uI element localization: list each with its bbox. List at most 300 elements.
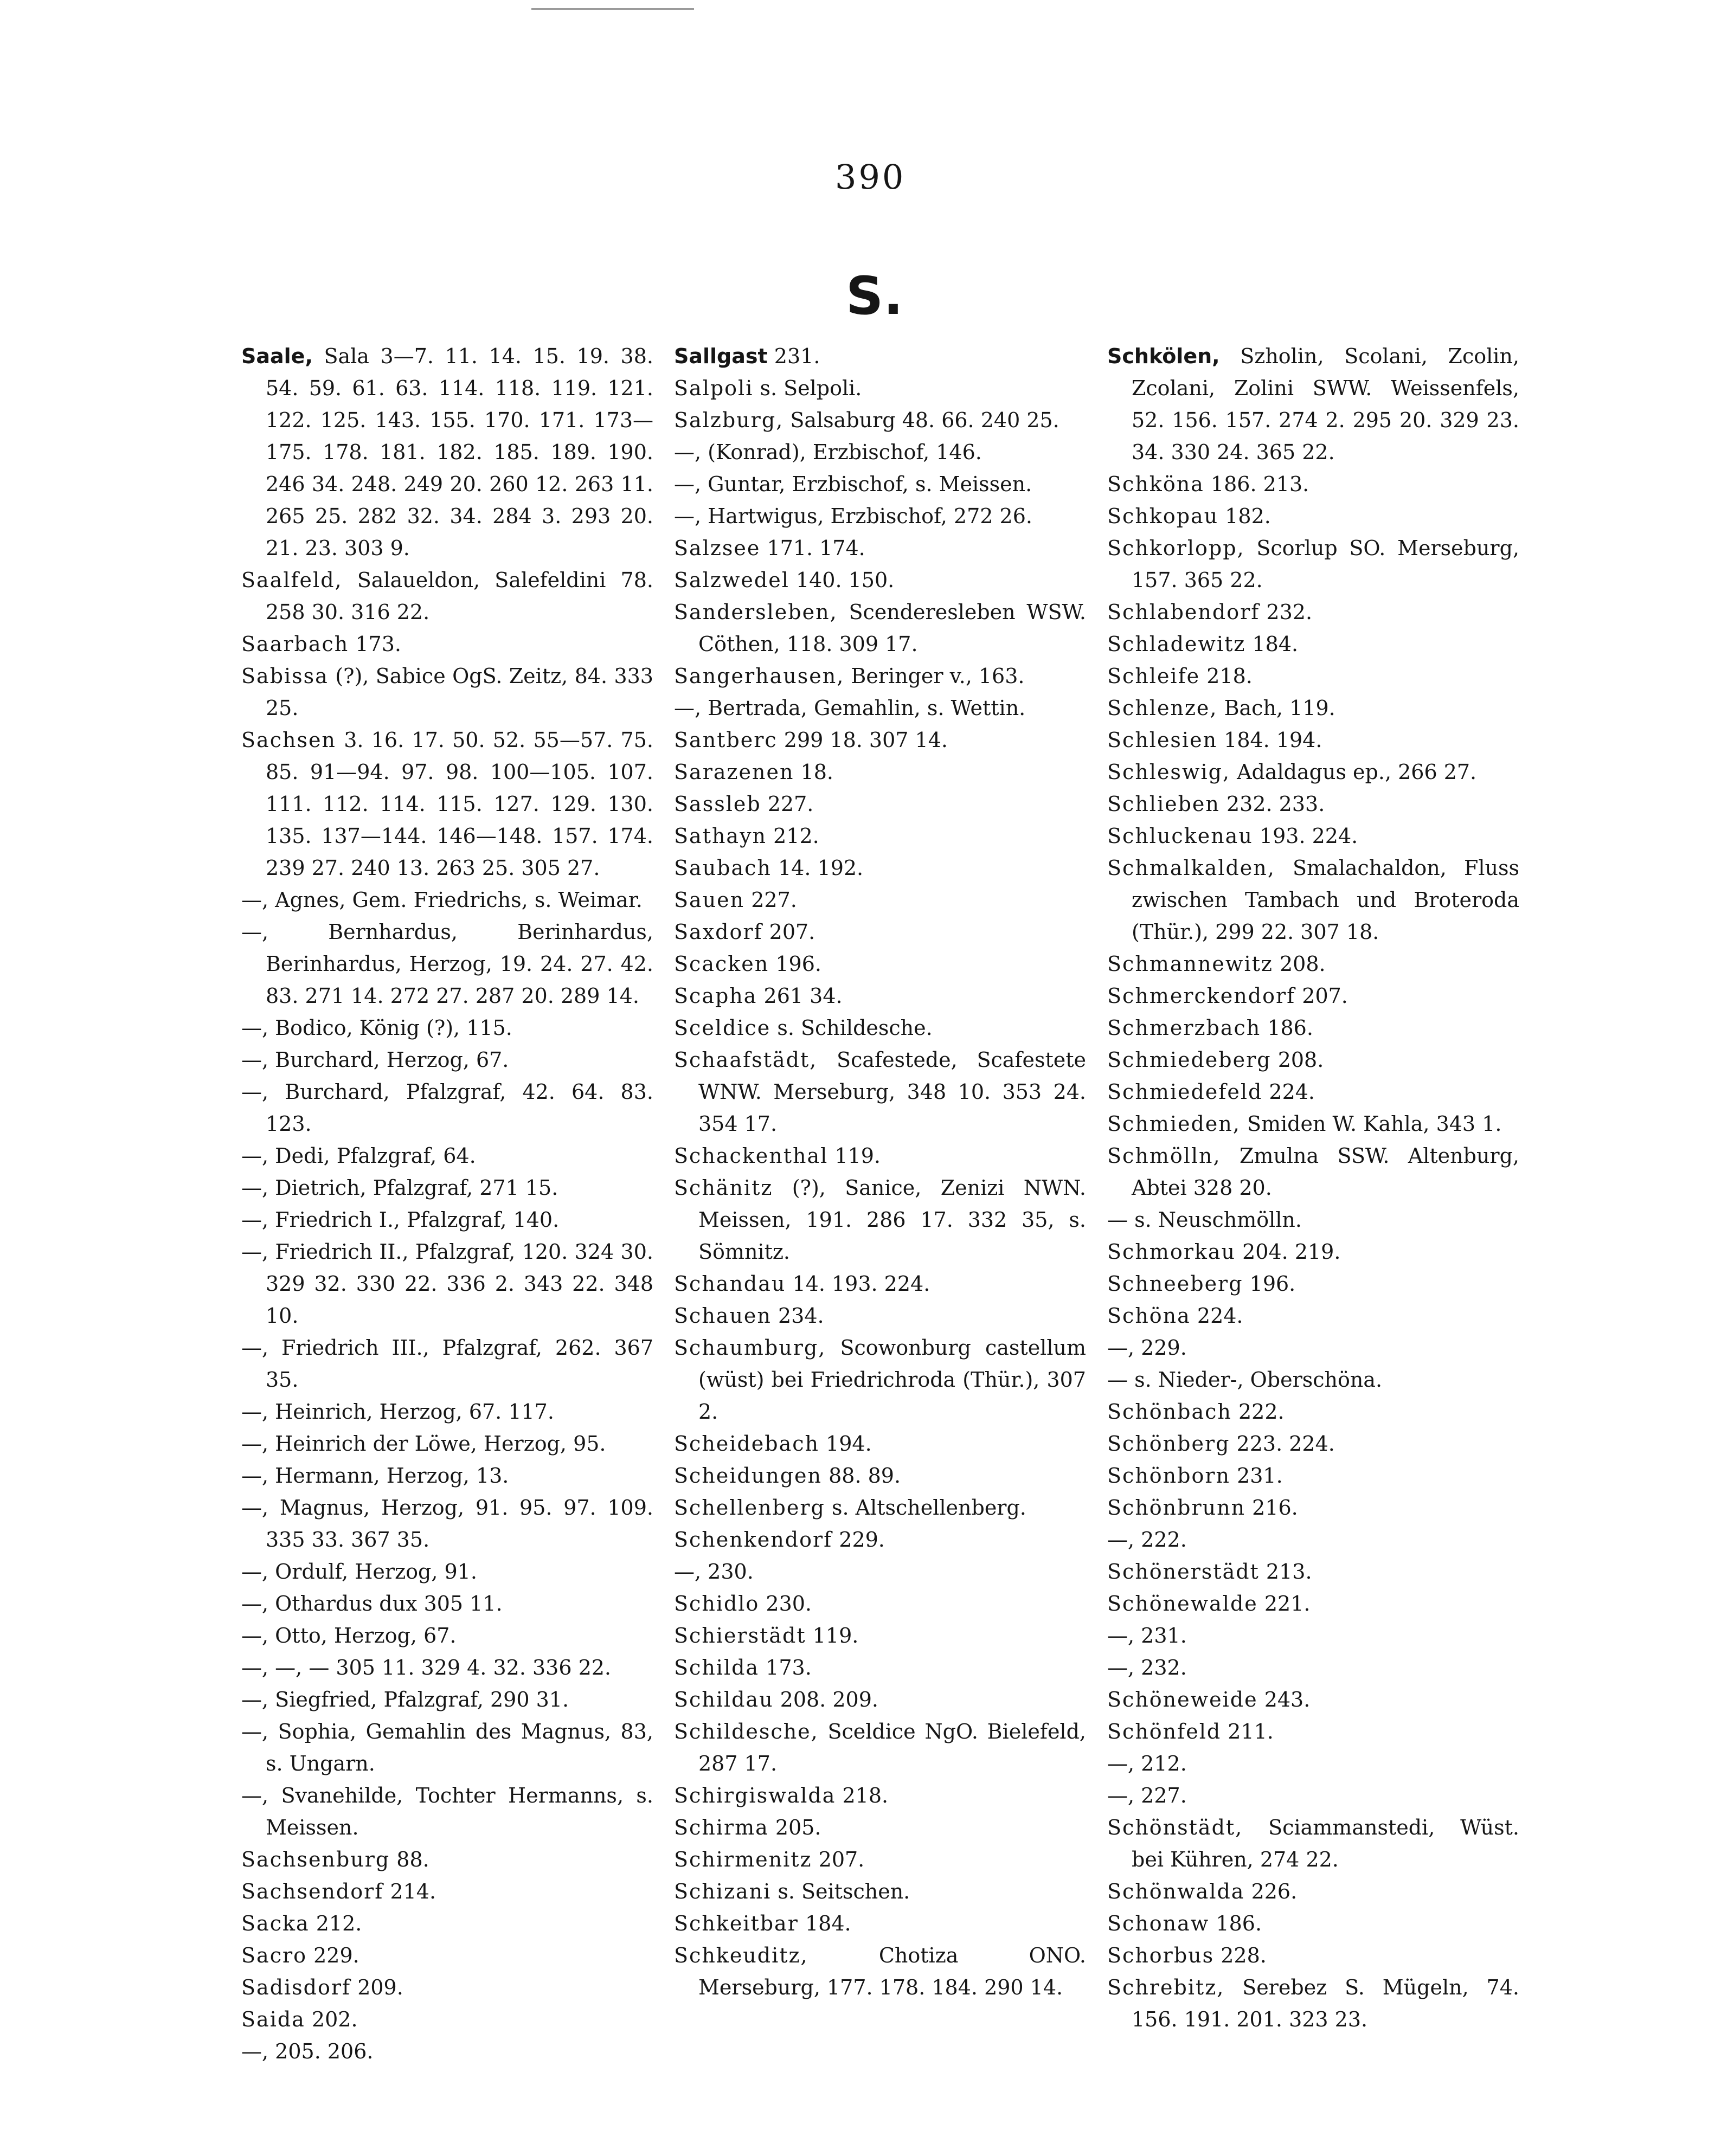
- entry-headword: Schandau: [674, 1272, 786, 1296]
- index-entry: [1107, 948, 1519, 980]
- index-entry: [241, 1332, 653, 1396]
- entry-references: —, Bernhardus, Berinhardus, Berinhardus, Herzog, 19. 24. 27. 42. 83. 271 14. 272 27. 287 20. 289 14.: [241, 920, 653, 1008]
- entry-references: Adaldagus ep., 266 27.: [1237, 760, 1477, 784]
- index-entry: [674, 1492, 1086, 1524]
- entry-references: 186. 213.: [1210, 472, 1309, 496]
- entry-references: 211.: [1228, 1720, 1274, 1743]
- entry-headword: Schmiedefeld: [1107, 1080, 1263, 1104]
- entry-references: —, Svanehilde, Tochter Hermanns, s. Meissen.: [241, 1784, 653, 1839]
- entry-references: —, 222.: [1107, 1528, 1187, 1552]
- index-entry: [241, 1588, 653, 1620]
- entry-references: (?), Sanice, Zenizi NWN. Meissen, 191. 286 17. 332 35, s. Sömnitz.: [698, 1176, 1086, 1264]
- index-entry: [674, 1332, 1086, 1428]
- index-entry: [674, 1524, 1086, 1556]
- index-entry: [674, 1460, 1086, 1492]
- entry-references: 184.: [805, 1912, 851, 1935]
- entry-headword: Saale,: [241, 344, 313, 368]
- index-entry: [674, 756, 1086, 788]
- entry-references: 226.: [1251, 1880, 1298, 1903]
- entry-references: 208.: [1279, 952, 1326, 976]
- index-entry: [1107, 1780, 1519, 1812]
- index-entry: [674, 1812, 1086, 1844]
- index-entry: [674, 820, 1086, 852]
- entry-references: Serebez S. Mügeln, 74. 156. 191. 201. 323 23.: [1132, 1975, 1519, 2031]
- entry-headword: Schonaw: [1107, 1912, 1210, 1935]
- entry-references: 222.: [1238, 1400, 1285, 1424]
- entry-references: —, Sophia, Gemahlin des Magnus, 83, s. Ungarn.: [241, 1720, 653, 1775]
- entry-headword: Sceldice: [674, 1016, 771, 1040]
- index-entry: [1107, 852, 1519, 948]
- entry-headword: Schleife: [1107, 664, 1200, 688]
- top-rule: [531, 8, 694, 10]
- entry-references: 213.: [1266, 1560, 1312, 1584]
- entry-headword: Sauen: [674, 888, 745, 912]
- entry-headword: Scacken: [674, 952, 769, 976]
- index-entry: [674, 1908, 1086, 1940]
- entry-headword: Saida: [241, 2007, 305, 2031]
- entry-references: 299 18. 307 14.: [784, 728, 948, 752]
- entry-references: 232. 233.: [1226, 792, 1325, 816]
- entry-references: 212.: [773, 824, 819, 848]
- index-entry: [674, 1684, 1086, 1716]
- entry-references: 173.: [355, 632, 401, 656]
- index-entry: [1107, 1012, 1519, 1044]
- index-entry: [674, 660, 1086, 692]
- entry-references: —, Friedrich III., Pfalzgraf, 262. 367 35.: [241, 1336, 653, 1392]
- entry-headword: Saarbach: [241, 632, 349, 656]
- entry-references: s. Schildesche.: [777, 1016, 933, 1040]
- entry-references: 218.: [1206, 664, 1253, 688]
- index-entry: [674, 1844, 1086, 1876]
- index-entry: [241, 340, 653, 564]
- index-entry: [241, 660, 653, 724]
- index-entry: [1107, 980, 1519, 1012]
- index-entry: [674, 884, 1086, 916]
- index-entry: [241, 916, 653, 1012]
- index-entry: [241, 2004, 653, 2036]
- index-entry: [674, 1428, 1086, 1460]
- index-entry: [674, 564, 1086, 596]
- index-entry: [241, 1844, 653, 1876]
- index-entry: [1107, 1364, 1519, 1396]
- entry-references: 229.: [839, 1528, 885, 1552]
- entry-headword: Sachsen: [241, 728, 336, 752]
- index-entry: [1107, 756, 1519, 788]
- index-entry: [241, 1076, 653, 1140]
- entry-headword: Schaumburg,: [674, 1336, 826, 1360]
- entry-references: Scorlup SO. Merseburg, 157. 365 22.: [1132, 536, 1519, 592]
- index-entry: [1107, 1460, 1519, 1492]
- entry-references: 14. 192.: [778, 856, 864, 880]
- entry-references: 182.: [1225, 504, 1271, 528]
- index-entry: [674, 532, 1086, 564]
- index-entry: [1107, 1300, 1519, 1332]
- index-entry: [1107, 1972, 1519, 2036]
- entry-references: Sceldice NgO. Bielefeld, 287 17.: [698, 1720, 1086, 1775]
- index-entry: [1107, 1108, 1519, 1140]
- entry-references: 3. 16. 17. 50. 52. 55—57. 75. 85. 91—94. 97. 98. 100—105. 107. 111. 112. 114. 115. 127. 129. 130. 135. 137—144. 146—148. 157. 174. 239 27. 240 13. 263 25. 305 27.: [266, 728, 653, 880]
- index-entry: [241, 1012, 653, 1044]
- entry-headword: Santberc: [674, 728, 778, 752]
- index-entry: [674, 1268, 1086, 1300]
- entry-references: 208. 209.: [780, 1688, 878, 1711]
- entry-headword: Sachsendorf: [241, 1880, 384, 1903]
- index-entry: [674, 1140, 1086, 1172]
- entry-references: —, Hartwigus, Erzbischof, 272 26.: [674, 504, 1032, 528]
- entry-references: 214.: [390, 1880, 436, 1903]
- entry-references: Beringer v., 163.: [851, 664, 1025, 688]
- index-entry: [1107, 1396, 1519, 1428]
- index-entry: [1107, 1236, 1519, 1268]
- index-entry: [1107, 1876, 1519, 1908]
- entry-references: s. Selpoli.: [760, 376, 862, 400]
- index-entry: [1107, 724, 1519, 756]
- index-entry: [1107, 1684, 1519, 1716]
- entry-references: 231.: [774, 344, 820, 368]
- entry-headword: Sarazenen: [674, 760, 794, 784]
- index-entry: [674, 724, 1086, 756]
- index-entry: [674, 596, 1086, 660]
- entry-references: 209.: [357, 1975, 403, 1999]
- entry-headword: Schellenberg: [674, 1496, 825, 1520]
- entry-references: Smiden W. Kahla, 343 1.: [1247, 1112, 1502, 1136]
- entry-headword: Schönfeld: [1107, 1720, 1222, 1743]
- entry-headword: Sadisdorf: [241, 1975, 351, 1999]
- index-entry: [241, 1716, 653, 1780]
- entry-references: Szholin, Scolani, Zcolin, Zcolani, Zolini SWW. Weissenfels, 52. 156. 157. 274 2. 295 20. 329 23. 34. 330 24. 365 22.: [1132, 344, 1519, 464]
- index-entry: [674, 1780, 1086, 1812]
- entry-headword: Schönberg: [1107, 1432, 1230, 1456]
- entry-headword: Schizani: [674, 1880, 772, 1903]
- entry-headword: Schrebitz,: [1107, 1975, 1225, 1999]
- entry-headword: Sathayn: [674, 824, 767, 848]
- entry-references: 221.: [1264, 1592, 1311, 1616]
- entry-headword: Sabissa: [241, 664, 329, 688]
- entry-references: 261 34.: [763, 984, 843, 1008]
- entry-headword: Schirgiswalda: [674, 1784, 836, 1807]
- section-letter: S.: [846, 266, 903, 326]
- entry-references: 140. 150.: [795, 568, 895, 592]
- entry-headword: Sallgast: [674, 344, 768, 368]
- entry-references: 186.: [1216, 1912, 1262, 1935]
- entry-references: —, 230.: [674, 1560, 754, 1584]
- entry-headword: Schmalkalden,: [1107, 856, 1275, 880]
- entry-references: 207.: [769, 920, 815, 944]
- entry-references: 229.: [313, 1943, 359, 1967]
- entry-references: 193. 224.: [1259, 824, 1358, 848]
- entry-headword: Sacka: [241, 1912, 310, 1935]
- entry-references: 119.: [812, 1624, 859, 1647]
- entry-references: —, 227.: [1107, 1784, 1187, 1807]
- entry-references: Bach, 119.: [1224, 696, 1335, 720]
- entry-references: 230.: [766, 1592, 812, 1616]
- entry-headword: Schmannewitz: [1107, 952, 1273, 976]
- entry-references: —, —, — 305 11. 329 4. 32. 336 22.: [241, 1656, 612, 1679]
- index-entry: [1107, 628, 1519, 660]
- index-entry: [1107, 1044, 1519, 1076]
- entry-headword: Schluckenau: [1107, 824, 1253, 848]
- index-entry: [674, 1716, 1086, 1780]
- entry-headword: Schönwalda: [1107, 1880, 1245, 1903]
- index-entry: [674, 1620, 1086, 1652]
- index-entry: [674, 500, 1086, 532]
- index-entry: [674, 1300, 1086, 1332]
- entry-headword: Schleswig,: [1107, 760, 1231, 784]
- entry-headword: Schmölln,: [1107, 1144, 1221, 1168]
- entry-references: —, 212.: [1107, 1752, 1187, 1775]
- entry-references: 243.: [1264, 1688, 1311, 1711]
- index-entry: [1107, 820, 1519, 852]
- index-entry: [1107, 468, 1519, 500]
- index-entry: [1107, 1908, 1519, 1940]
- entry-headword: Salzwedel: [674, 568, 789, 592]
- entry-headword: Sassleb: [674, 792, 761, 816]
- entry-references: Scenderesleben WSW. Cöthen, 118. 309 17.: [698, 600, 1086, 656]
- index-entry: [1107, 692, 1519, 724]
- index-entry: [674, 1940, 1086, 2004]
- entry-references: 88.: [396, 1848, 429, 1871]
- entry-references: 227.: [767, 792, 814, 816]
- entry-references: —, 231.: [1107, 1624, 1187, 1647]
- entry-references: 196.: [1249, 1272, 1296, 1296]
- index-entry: [241, 1396, 653, 1428]
- entry-references: 205.: [775, 1816, 821, 1839]
- index-entry: [241, 1620, 653, 1652]
- entry-headword: Schackenthal: [674, 1144, 829, 1168]
- index-entry: [1107, 1140, 1519, 1204]
- entry-references: 218.: [842, 1784, 889, 1807]
- index-entry: [241, 1684, 653, 1716]
- entry-references: —, Friedrich II., Pfalzgraf, 120. 324 30. 329 32. 330 22. 336 2. 343 22. 348 10.: [241, 1240, 653, 1328]
- entry-headword: Schönbrunn: [1107, 1496, 1246, 1520]
- entry-headword: Schenkendorf: [674, 1528, 833, 1552]
- index-entry: [674, 692, 1086, 724]
- entry-headword: Schladewitz: [1107, 632, 1246, 656]
- entry-references: 231.: [1237, 1464, 1283, 1488]
- index-entry: [1107, 1716, 1519, 1748]
- entry-headword: Schaafstädt,: [674, 1048, 818, 1072]
- index-entry: [1107, 340, 1519, 468]
- entry-headword: Schlenze,: [1107, 696, 1218, 720]
- entry-references: Salsaburg 48. 66. 240 25.: [790, 408, 1059, 432]
- entry-references: —, 229.: [1107, 1336, 1187, 1360]
- entry-references: 204. 219.: [1242, 1240, 1341, 1264]
- index-entry: [674, 468, 1086, 500]
- entry-headword: Schkeitbar: [674, 1912, 799, 1935]
- entry-references: —, Siegfried, Pfalzgraf, 290 31.: [241, 1688, 569, 1711]
- index-entry: [674, 1172, 1086, 1268]
- index-entry: [241, 1140, 653, 1172]
- entry-references: 212.: [316, 1912, 362, 1935]
- entry-references: —, Burchard, Herzog, 67.: [241, 1048, 509, 1072]
- entry-headword: Schmiedeberg: [1107, 1048, 1272, 1072]
- entry-headword: Schöna: [1107, 1304, 1191, 1328]
- index-entry: [1107, 1652, 1519, 1684]
- entry-references: 207.: [1302, 984, 1348, 1008]
- entry-references: 18.: [800, 760, 833, 784]
- entry-references: Sala 3—7. 11. 14. 15. 19. 38. 54. 59. 61. 63. 114. 118. 119. 121. 122. 125. 143. 155. 170. 171. 173—175. 178. 181. 182. 185. 189. 190. 246 34. 248. 249 20. 260 12. 263 11. 265 25. 282 32. 34. 284 3. 293 20. 21. 23. 303 9.: [266, 344, 653, 560]
- entry-headword: Schmieden,: [1107, 1112, 1241, 1136]
- entry-references: —, 205. 206.: [241, 2039, 374, 2063]
- entry-references: 224.: [1197, 1304, 1243, 1328]
- entry-headword: Schkeuditz,: [674, 1943, 808, 1967]
- index-entry: [241, 1492, 653, 1556]
- entry-headword: Salzburg,: [674, 408, 784, 432]
- index-entry: [674, 852, 1086, 884]
- entry-references: (?), Sabice OgS. Zeitz, 84. 333 25.: [266, 664, 653, 720]
- entry-references: Smalachaldon, Fluss zwischen Tambach und Broteroda (Thür.), 299 22. 307 18.: [1132, 856, 1519, 944]
- entry-headword: Schmerckendorf: [1107, 984, 1296, 1008]
- index-entry: [1107, 788, 1519, 820]
- entry-headword: Schöneweide: [1107, 1688, 1258, 1711]
- entry-references: —, Friedrich I., Pfalzgraf, 140.: [241, 1208, 560, 1232]
- entry-headword: Saxdorf: [674, 920, 763, 944]
- entry-references: 88. 89.: [829, 1464, 901, 1488]
- entry-references: —, Magnus, Herzog, 91. 95. 97. 109. 335 33. 367 35.: [241, 1496, 653, 1552]
- entry-headword: Schneeberg: [1107, 1272, 1243, 1296]
- index-entry: [1107, 1588, 1519, 1620]
- entry-headword: Schköna: [1107, 472, 1204, 496]
- entry-references: 14. 193. 224.: [792, 1272, 930, 1296]
- entry-headword: Schmerzbach: [1107, 1016, 1261, 1040]
- entry-references: — s. Nieder-, Oberschöna.: [1107, 1368, 1383, 1392]
- entry-references: Sciammanstedi, Wüst. bei Kühren, 274 22.: [1132, 1816, 1519, 1871]
- index-column-1: [241, 340, 653, 2068]
- entry-references: 207.: [818, 1848, 865, 1871]
- entry-headword: Scheidebach: [674, 1432, 819, 1456]
- index-entry: [1107, 1332, 1519, 1364]
- index-entry: [1107, 1076, 1519, 1108]
- entry-references: 171. 174.: [767, 536, 865, 560]
- entry-headword: Schönstädt,: [1107, 1816, 1243, 1839]
- entry-references: Scowonburg castellum (wüst) bei Friedrichroda (Thür.), 307 2.: [698, 1336, 1086, 1424]
- entry-headword: Schkorlopp,: [1107, 536, 1245, 560]
- index-entry: [674, 372, 1086, 404]
- index-entry: [241, 724, 653, 884]
- entry-references: —, Hermann, Herzog, 13.: [241, 1464, 509, 1488]
- entry-references: 234.: [778, 1304, 824, 1328]
- entry-references: —, 232.: [1107, 1656, 1187, 1679]
- index-entry: [241, 1972, 653, 2004]
- index-entry: [1107, 1812, 1519, 1876]
- entry-references: 119.: [834, 1144, 881, 1168]
- entry-references: —, Burchard, Pfalzgraf, 42. 64. 83. 123.: [241, 1080, 653, 1136]
- entry-headword: Saubach: [674, 856, 772, 880]
- entry-headword: Schönewalde: [1107, 1592, 1258, 1616]
- index-column-2: [674, 340, 1086, 2004]
- entry-references: —, Dietrich, Pfalzgraf, 271 15.: [241, 1176, 558, 1200]
- index-entry: [674, 788, 1086, 820]
- index-entry: [241, 2036, 653, 2068]
- entry-headword: Sacro: [241, 1943, 307, 1967]
- index-entry: [674, 1652, 1086, 1684]
- entry-references: 194.: [826, 1432, 872, 1456]
- entry-headword: Salpoli: [674, 376, 754, 400]
- entry-headword: Schidlo: [674, 1592, 760, 1616]
- index-entry: [674, 980, 1086, 1012]
- entry-headword: Schkölen,: [1107, 344, 1220, 368]
- entry-headword: Schlesien: [1107, 728, 1218, 752]
- entry-references: —, Heinrich, Herzog, 67. 117.: [241, 1400, 554, 1424]
- entry-references: —, Agnes, Gem. Friedrichs, s. Weimar.: [241, 888, 643, 912]
- index-entry: [241, 1044, 653, 1076]
- entry-headword: Schierstädt: [674, 1624, 806, 1647]
- entry-headword: Scapha: [674, 984, 757, 1008]
- index-entry: [1107, 532, 1519, 596]
- index-entry: [241, 1940, 653, 1972]
- entry-references: 224.: [1269, 1080, 1315, 1104]
- entry-references: —, Otto, Herzog, 67.: [241, 1624, 457, 1647]
- entry-headword: Schönborn: [1107, 1464, 1230, 1488]
- entry-headword: Saalfeld,: [241, 568, 343, 592]
- entry-headword: Schildesche,: [674, 1720, 819, 1743]
- entry-references: Chotiza ONO. Merseburg, 177. 178. 184. 290 14.: [698, 1943, 1086, 1999]
- entry-references: 184.: [1252, 632, 1299, 656]
- entry-references: —, Ordulf, Herzog, 91.: [241, 1560, 477, 1584]
- index-entry: [1107, 1268, 1519, 1300]
- entry-headword: Schirma: [674, 1816, 769, 1839]
- entry-references: —, Dedi, Pfalzgraf, 64.: [241, 1144, 476, 1168]
- entry-references: —, Othardus dux 305 11.: [241, 1592, 503, 1616]
- index-entry: [241, 1556, 653, 1588]
- entry-references: 202.: [311, 2007, 358, 2031]
- entry-headword: Sandersleben,: [674, 600, 838, 624]
- index-entry: [674, 404, 1086, 436]
- index-entry: [241, 1908, 653, 1940]
- entry-references: —, Guntar, Erzbischof, s. Meissen.: [674, 472, 1032, 496]
- entry-references: 184. 194.: [1224, 728, 1322, 752]
- entry-references: s. Altschellenberg.: [831, 1496, 1026, 1520]
- index-entry: [674, 948, 1086, 980]
- index-entry: [1107, 1556, 1519, 1588]
- entry-headword: Schorbus: [1107, 1943, 1215, 1967]
- index-entry: [674, 916, 1086, 948]
- index-entry: [1107, 596, 1519, 628]
- entry-references: s. Seitschen.: [778, 1880, 910, 1903]
- index-entry: [1107, 1492, 1519, 1524]
- entry-headword: Schauen: [674, 1304, 772, 1328]
- entry-references: —, Bodico, König (?), 115.: [241, 1016, 512, 1040]
- entry-headword: Schirmenitz: [674, 1848, 812, 1871]
- entry-references: Zmulna SSW. Altenburg, Abtei 328 20.: [1132, 1144, 1519, 1200]
- entry-references: Salaueldon, Salefeldini 78. 258 30. 316 22.: [266, 568, 653, 624]
- entry-references: —, (Konrad), Erzbischof, 146.: [674, 440, 982, 464]
- entry-headword: Schmorkau: [1107, 1240, 1236, 1264]
- entry-headword: Scheidungen: [674, 1464, 822, 1488]
- index-entry: [1107, 1620, 1519, 1652]
- entry-references: Scafestede, Scafestete WNW. Merseburg, 348 10. 353 24. 354 17.: [698, 1048, 1086, 1136]
- index-entry: [674, 1876, 1086, 1908]
- index-entry: [241, 628, 653, 660]
- index-entry: [241, 884, 653, 916]
- entry-references: 232.: [1266, 600, 1313, 624]
- index-entry: [1107, 1940, 1519, 1972]
- entry-headword: Schönerstädt: [1107, 1560, 1260, 1584]
- entry-references: — s. Neuschmölln.: [1107, 1208, 1302, 1232]
- entry-references: 223. 224.: [1236, 1432, 1335, 1456]
- index-column-3: [1107, 340, 1519, 2036]
- index-entry: [1107, 1204, 1519, 1236]
- index-entry: [1107, 1428, 1519, 1460]
- entry-references: 173.: [766, 1656, 812, 1679]
- index-entry: [241, 1876, 653, 1908]
- entry-headword: Schlieben: [1107, 792, 1220, 816]
- entry-headword: Schönbach: [1107, 1400, 1232, 1424]
- index-entry: [674, 1556, 1086, 1588]
- entry-headword: Schlabendorf: [1107, 600, 1260, 624]
- index-entry: [1107, 500, 1519, 532]
- index-entry: [674, 1588, 1086, 1620]
